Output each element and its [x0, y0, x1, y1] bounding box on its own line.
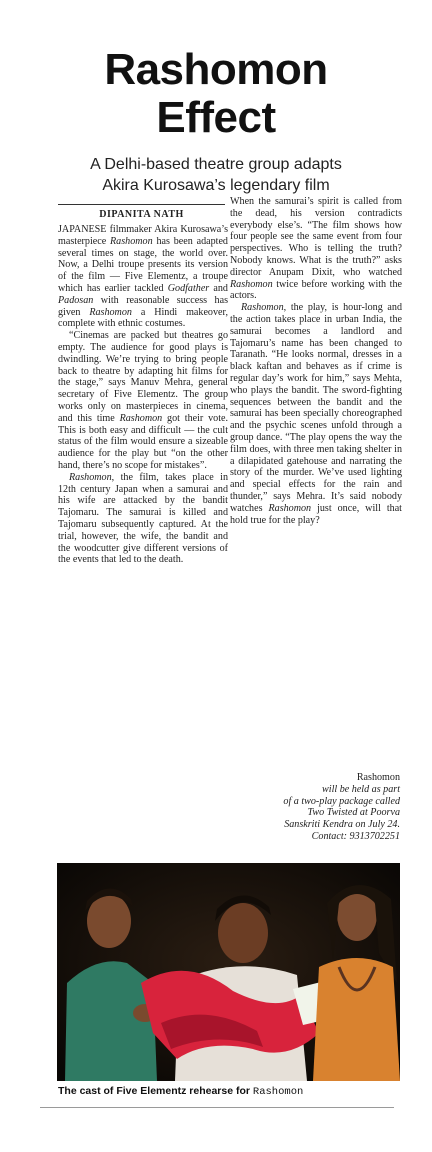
caption-text: The cast of Five Elementz rehearse for [58, 1085, 253, 1097]
event-note [236, 772, 400, 843]
note-line-1 [236, 772, 400, 796]
note-line-2: of a two-play package called [283, 795, 400, 807]
paragraph-2 [58, 330, 228, 472]
cast-photo-illustration [57, 863, 400, 1081]
film-title: Rashomon [89, 306, 132, 318]
text-run: has been adapted several times on stage, the world over. Now, a Delhi troupe presents its version of the film — Five Elementz, a troupe which has earlier tackled [58, 235, 228, 294]
caption-title: Rashomon [252, 1086, 304, 1098]
bottom-rule [40, 1107, 394, 1108]
text-run: “Cinemas are packed but theatres go empty. The audience for good plays is dwindling. We’re trying to bring people back to theatre by adapting hit films for the stage,” says Manuv Mehra, general secretary of Five Elementz. The group works only on masterpieces in cinema, and this time [58, 330, 228, 424]
headline-line-1: Rashomon [104, 45, 328, 94]
headline-line-2: Effect [156, 93, 276, 142]
note-text: will be held as part [322, 783, 400, 795]
film-title: Padosan [58, 294, 94, 306]
film-title: Rashomon [241, 302, 284, 314]
text-run: with reasonable success has given [58, 294, 228, 318]
film-title: Rashomon [230, 278, 273, 290]
film-title: Rashomon [268, 502, 312, 514]
photo-caption [58, 1084, 398, 1099]
cast-photo [57, 863, 400, 1081]
note-contact: Contact: 9313702251 [311, 830, 400, 842]
paragraph-4 [230, 196, 402, 302]
note-line-3: Two Twisted at Poorva [307, 807, 400, 819]
paragraph-1 [58, 224, 228, 330]
deck [40, 154, 392, 196]
film-title: Rashomon [119, 412, 163, 424]
text-run: got their vote. This is both easy and difficult — the cult status of the film would ensure a sizeable audience for the play but “on the other hand, there’s no scope for mistakes”. [58, 412, 228, 471]
text-run: When the samurai’s spirit is called from the dead, his version contradicts everybody else’s. “The film shows how four people see the same event from four perspectives. Who is telling the truth? Nobody knows. What is the truth?” asks director Anupam Dixit, who watched [230, 196, 402, 278]
note-line-4: Sanskriti Kendra on July 24. [284, 819, 400, 831]
deck-line-2: Akira Kurosawa’s legendary film [102, 177, 330, 194]
text-run: just once, will that hold true for the play? [230, 502, 402, 526]
body-column-2 [230, 196, 402, 526]
film-title: Rashomon [110, 235, 153, 247]
note-show-name: Rashomon [356, 772, 400, 783]
text-run: twice before working with the actors. [230, 278, 402, 302]
headline [0, 46, 432, 142]
film-title: Rashomon [69, 471, 112, 483]
text-run: , the play, is hour-long and the action takes place in urban India, the samurai becomes a landlord and Tajomaru’s name has been changed to Taranath. “He looks normal, dresses in a black kaftan and behaves as if crime is regular day’s work for him,” says Mehta, who plays the bandit. The sword-fighting sequences between the bandit and the samurai has been specially choreographed and the psychic scenes unfold through a group dance. “The play opens the way the film does, with three men taking shelter in a dilapidated gatehouse and narrating the story of the murder. We’ve used lighting and special effects for the rain and thunder,” says Mehra. It’s said nobody watches [230, 302, 402, 514]
film-title: Godfather [167, 282, 210, 294]
paragraph-3 [58, 472, 228, 566]
body-column-1 [58, 224, 228, 566]
byline-rule [58, 204, 225, 205]
text-run: a Hindi makeover, complete with ethnic costumes. [58, 306, 228, 330]
deck-line-1: A Delhi-based theatre group adapts [90, 156, 342, 173]
text-run: JAPANESE filmmaker Akira Kurosawa’s masterpiece [58, 224, 228, 247]
byline: DIPANITA NATH [99, 209, 184, 220]
text-run: and [209, 282, 228, 294]
paragraph-5 [230, 302, 402, 526]
text-run: , the film, takes place in 12th century Japan when a samurai and his wife are attacked by the bandit Tajomaru. The samurai is killed and Tajomaru subsequently captured. At the trial, however, the wife, the bandit and the woodcutter give different versions of the events that led to the death. [58, 471, 228, 566]
